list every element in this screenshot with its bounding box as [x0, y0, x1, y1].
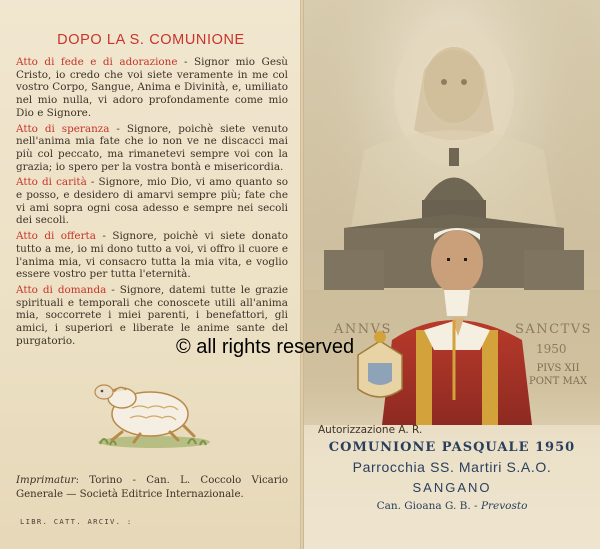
prayer-paragraph [16, 123, 288, 174]
annus-label: ANNVS [334, 322, 392, 337]
prayer-text: - Signore, poichè vi siete donato tutto a me, io mi dono tutto a voi, vi offro il cuore e l'anima mia, vi consacro tutta la mia vita, e voglio essere vostro per tutta l'eternità. [16, 230, 288, 281]
copyright-watermark: © all rights reserved [176, 336, 355, 358]
prayer-text: - Signore, mio Dio, vi amo quanto so e posso, e desidero di amarvi sempre più; fate che vi ami sopra ogni cosa adesso e sempre nei secoli dei secoli. [16, 176, 288, 227]
prayer-paragraph [16, 230, 288, 281]
prayer-text: - Signore, poichè siete venuto nell'anima mia fate che io non ve ne discacci mai più col peccato, ma rimanetevi sempre voi con la grazia; io spero per la vostra bontà e misericordia. [16, 122, 288, 173]
prayer-heading: Atto di domanda [16, 283, 107, 296]
priest-name: Can. Gioana G. B. - [376, 500, 481, 512]
prayer-paragraph [16, 56, 288, 120]
comunione-title: COMUNIONE PASQUALE 1950 [328, 440, 576, 455]
lamb-illustration [92, 362, 217, 450]
publisher-line: LIBR. CATT. ARCIV. : [20, 517, 133, 526]
pope-name-line1: PIVS XII [536, 363, 580, 374]
authorization-line: Autorizzazione A. R. [318, 424, 423, 436]
prayer-text: - Signore, datemi tutte le grazie spirituali e temporali che conoscete utili all'anima mia, soccorrete i miei parenti, i benefattori, gli amici, i superiori e liberate le anime sante del purgatorio. [16, 283, 288, 347]
sanctus-label: SANCTVS [515, 322, 593, 337]
prayer-heading: Atto di offerta [16, 230, 96, 243]
prayer-heading: Atto di carità [16, 176, 87, 189]
priest-line [304, 500, 600, 512]
prayer-text: - Signor mio Gesù Cristo, io credo che voi siete veramente in me col vostro Corpo, Sangue, Anima e Divinità, e, umiliato nel mio nulla, vi adoro profondamente come mio Dio e Signore. [16, 56, 288, 119]
prayer-paragraph [16, 176, 288, 227]
town-line: SANGANO [412, 480, 492, 495]
prayer-heading: Atto di speranza [16, 122, 110, 135]
prayer-heading: Atto di fede e di adorazione [16, 56, 178, 68]
imprimatur-label: Imprimatur [16, 475, 76, 486]
pope-name-line2: PONT MAX [529, 376, 588, 387]
priest-title: Prevosto [480, 500, 528, 512]
parrocchia-line: Parrocchia SS. Martiri S.A.O. [352, 459, 552, 475]
imprimatur-text: : Torino - Can. L. Coccolo Vicario Generale — Società Editrice Internazionale. [16, 475, 288, 500]
year-label: 1950 [536, 342, 567, 356]
pope-name [529, 362, 587, 388]
page-title: DOPO LA S. COMUNIONE [57, 32, 245, 48]
prayers-block [16, 56, 288, 350]
imprimatur [16, 474, 288, 501]
